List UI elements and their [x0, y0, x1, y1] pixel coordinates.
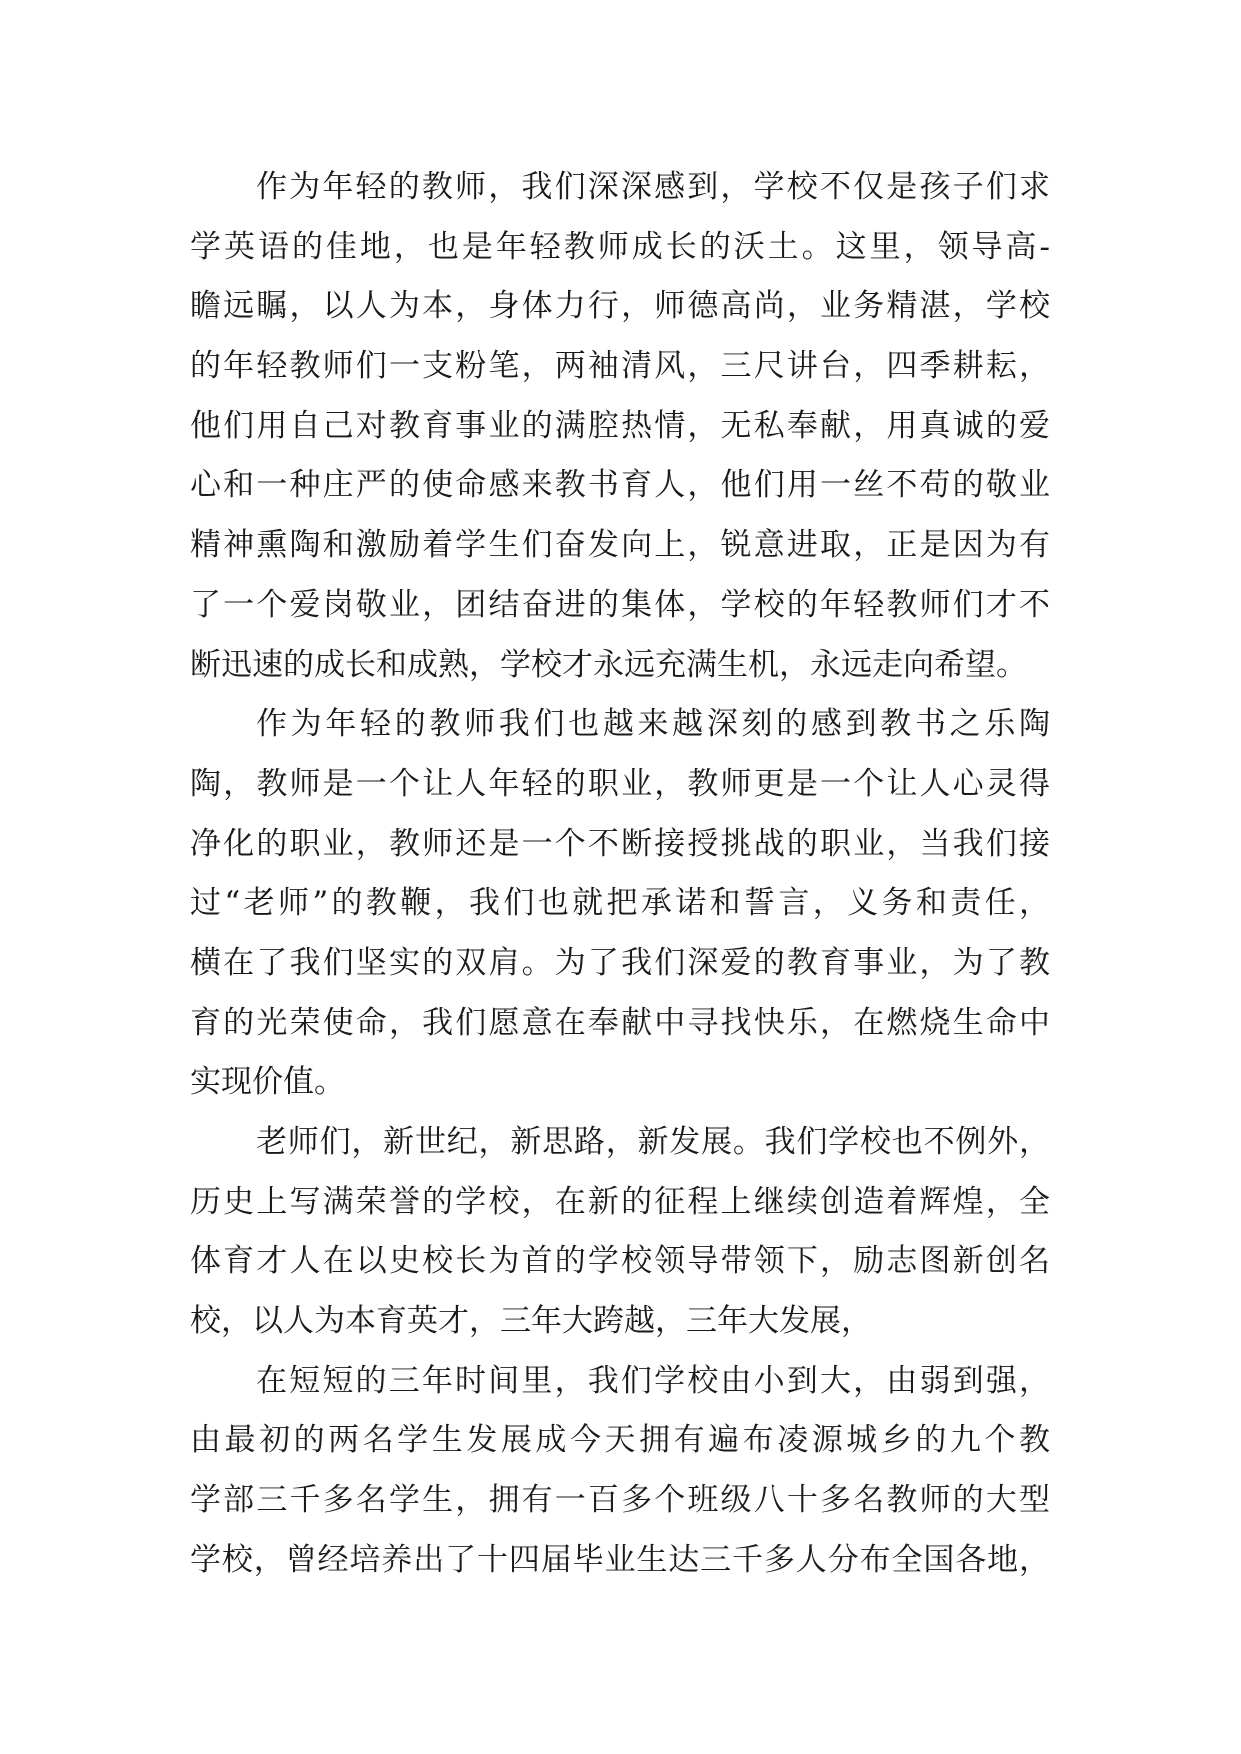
text-line: 在短短的三年时间里，我们学校由小到大，由弱到强， [256, 1362, 1050, 1399]
text-line: 了一个爱岗敬业，团结奋进的集体，学校的年轻教师们才不 [190, 586, 1050, 623]
text-line: 体育才人在以史校长为首的学校领导带领下，励志图新创名 [190, 1243, 1050, 1280]
text-line: 老师们，新世纪，新思路，新发展。我们学校也不例外， [256, 1124, 1050, 1160]
text-line: 育的光荣使命，我们愿意在奉献中寻找快乐，在燃烧生命中 [190, 1004, 1050, 1041]
text-line: 作为年轻的教师我们也越来越深刻的感到教书之乐陶 [256, 706, 1050, 743]
text-line: 学部三千多名学生，拥有一百多个班级八十多名教师的大型 [190, 1482, 1050, 1519]
text-line: 横在了我们坚实的双肩。为了我们深爱的教育事业，为了教 [190, 944, 1050, 981]
text-line: 他们用自己对教育事业的满腔热情，无私奉献，用真诚的爱 [190, 407, 1050, 444]
text-line: 过“老师”的教鞭，我们也就把承诺和誓言，义务和责任， [190, 885, 1050, 922]
text-line: 实现价值。 [190, 1064, 345, 1101]
text-line: 净化的职业，教师还是一个不断接授挑战的职业，当我们接 [190, 825, 1050, 862]
text-line: 断迅速的成长和成熟，学校才永远充满生机，永远走向希望。 [190, 646, 1027, 683]
body-text [190, 158, 1050, 1591]
text-line: 学英语的佳地，也是年轻教师成长的沃土。这里，领导高- [190, 228, 1050, 265]
text-line: 作为年轻的教师，我们深深感到，学校不仅是孩子们求 [256, 169, 1050, 205]
text-line: 精神熏陶和激励着学生们奋发向上，锐意进取，正是因为有 [190, 527, 1050, 564]
text-line: 历史上写满荣誉的学校，在新的征程上继续创造着辉煌，全 [190, 1183, 1050, 1220]
text-line: 由最初的两名学生发展成今天拥有遍布凌源城乡的九个教 [190, 1422, 1050, 1459]
text-line: 陶，教师是一个让人年轻的职业，教师更是一个让人心灵得 [190, 765, 1050, 802]
text-line: 学校，曾经培养出了十四届毕业生达三千多人分布全国各地， [190, 1541, 1050, 1578]
text-line: 瞻远瞩，以人为本，身体力行，师德高尚，业务精湛，学校 [190, 288, 1050, 325]
text-line: 心和一种庄严的使命感来教书育人，他们用一丝不苟的敬业 [190, 467, 1050, 504]
text-line: 校，以人为本育英才，三年大跨越，三年大发展， [190, 1303, 872, 1340]
text-line: 的年轻教师们一支粉笔，两袖清风，三尺讲台，四季耕耘， [190, 348, 1050, 385]
